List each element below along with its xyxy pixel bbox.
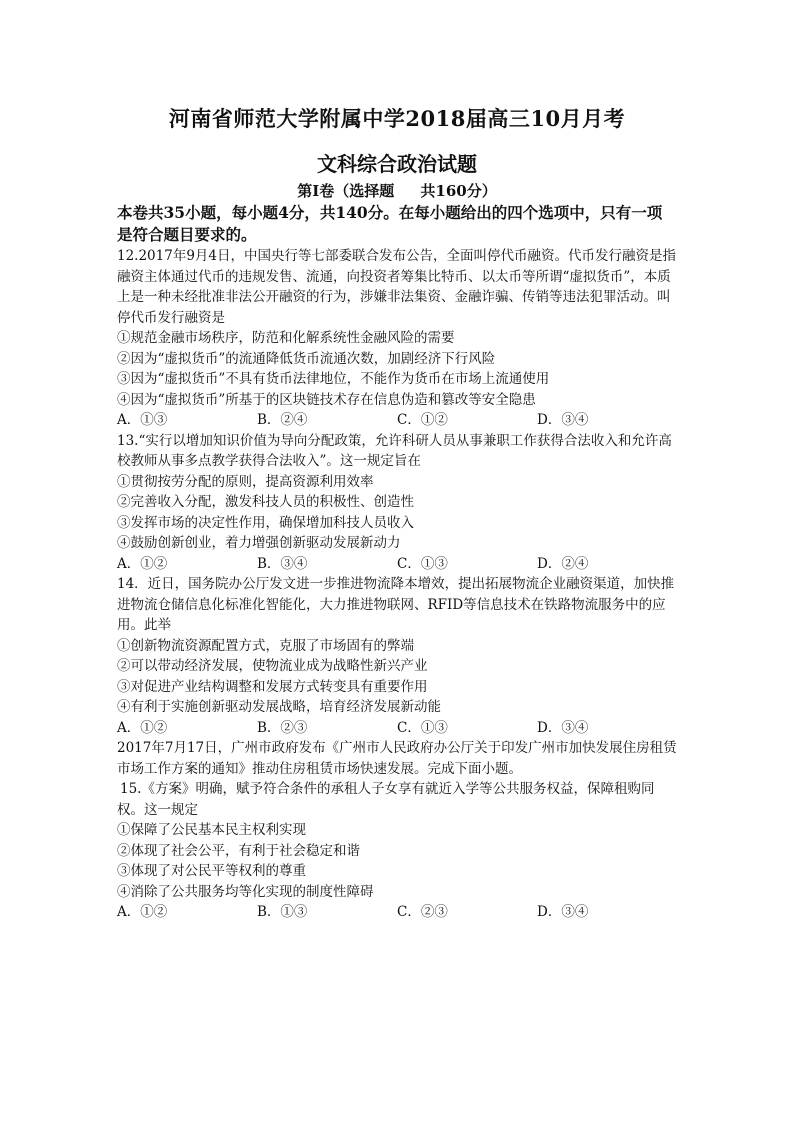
question-12 [117, 246, 677, 431]
answer-item: ②可以带动经济发展，使物流业成为战略性新兴产业 [117, 658, 428, 674]
answer-item: ②体现了社会公平，有利于社会稳定和谐 [117, 842, 360, 859]
answer-item: ④因为“虚拟货币”所基于的区块链技术存在信息伪造和篡改等安全隐患 [117, 391, 536, 408]
instructions: 本卷共35小题，每小题4分，共140分。在每小题给出的四个选项中，只有一项是符合题目要求的。 [117, 203, 663, 244]
question-stem: 15.《方案》明确，赋予符合条件的承租人子女享有就近入学等公共服务权益，保障租购同权。这一规定 [117, 781, 655, 818]
answer-item: ④鼓励创新创业，着力增强创新驱动发展新动力 [117, 535, 401, 551]
choice-d[interactable]: D．②④ [537, 555, 589, 572]
exam-subtitle: 文科综合政治试题 [317, 152, 477, 176]
exam-title: 河南省师范大学附属中学2018届高三10月月考 [168, 106, 626, 131]
choice-d[interactable]: D．③④ [537, 904, 589, 920]
answer-item: ③对促进产业结构调整和发展方式转变具有重要作用 [117, 678, 428, 695]
answer-item: ③因为“虚拟货币”不具有货币法律地位，不能作为货币在市场上流通使用 [117, 371, 550, 387]
choice-b[interactable]: B．②③ [257, 719, 308, 736]
question-14 [117, 574, 677, 738]
answer-item: ①贯彻按劳分配的原则，提高资源利用效率 [117, 473, 374, 490]
choice-c[interactable]: C．①③ [397, 555, 448, 572]
answer-item: ②完善收入分配，激发科技人员的积极性、创造性 [117, 494, 414, 510]
question-13 [117, 431, 677, 575]
choice-a[interactable]: A．①② [117, 555, 168, 572]
choice-c[interactable]: C．①② [397, 412, 448, 428]
question-15 [117, 779, 677, 923]
choice-options [117, 410, 677, 431]
choice-c[interactable]: C．②③ [397, 904, 448, 920]
answer-item: ①创新物流资源配置方式，克服了市场固有的弊端 [117, 637, 414, 654]
choice-b[interactable]: B．②④ [257, 412, 308, 428]
choice-a[interactable]: A．①③ [117, 412, 168, 428]
answer-item: ③发挥市场的决定性作用，确保增加科技人员收入 [117, 514, 414, 531]
choice-a[interactable]: A．①② [117, 904, 168, 920]
question-stem: 12.2017年9月4日，中国央行等七部委联合发布公告，全面叫停代币融资。代币发行融资是指融资主体通过代币的违规发售、流通，向投资者筹集比特币、以太币等所谓“虚拟货币”，本质上是一种未经批准非法公开融资的行为，涉嫌非法集资、金融诈骗、传销等违法犯罪活动。叫停代币发行融资是 [117, 248, 677, 326]
material-intro [117, 738, 677, 779]
question-stem: 13.“实行以增加知识价值为导向分配政策，允许科研人员从事兼职工作获得合法收入和允许高校教师从事多点教学获得合法收入”。这一规定旨在 [117, 432, 672, 469]
answer-item: ④有利于实施创新驱动发展战略，培育经济发展新动能 [117, 699, 441, 715]
answer-item: ①规范金融市场秩序，防范和化解系统性金融风险的需要 [117, 330, 455, 346]
material-text: 2017年7月17日，广州市政府发布《广州市人民政府办公厅关于印发广州市加快发展住房租赁市场工作方案的通知》推动住房租赁市场快速发展。完成下面小题。 [117, 740, 677, 777]
answer-item: ③体现了对公民平等权利的尊重 [117, 863, 306, 879]
answer-item: ④消除了公共服务均等化实现的制度性障碍 [117, 883, 374, 900]
choice-b[interactable]: B．③④ [257, 555, 308, 572]
choice-c[interactable]: C．①③ [397, 719, 448, 736]
choice-d[interactable]: D．③④ [537, 719, 589, 736]
choice-a[interactable]: A．①② [117, 719, 168, 736]
choice-options [117, 718, 677, 739]
answer-item: ②因为“虚拟货币”的流通降低货币流通次数，加剧经济下行风险 [117, 350, 496, 367]
choice-d[interactable]: D．③④ [537, 412, 589, 428]
choice-b[interactable]: B．①③ [257, 904, 308, 920]
exam-page [117, 104, 677, 923]
question-stem: 14．近日，国务院办公厅发文进一步推进物流降本增效，提出拓展物流企业融资渠道，加快推进物流仓储信息化标准化智能化，大力推进物联网、RFID等信息技术在铁路物流服务中的应用。此举 [117, 576, 675, 633]
answer-item: ①保障了公民基本民主权利实现 [117, 822, 306, 838]
choice-options [117, 554, 677, 575]
section-heading: 第Ⅰ卷（选择题 共160分） [297, 182, 497, 200]
choice-options [117, 902, 677, 923]
